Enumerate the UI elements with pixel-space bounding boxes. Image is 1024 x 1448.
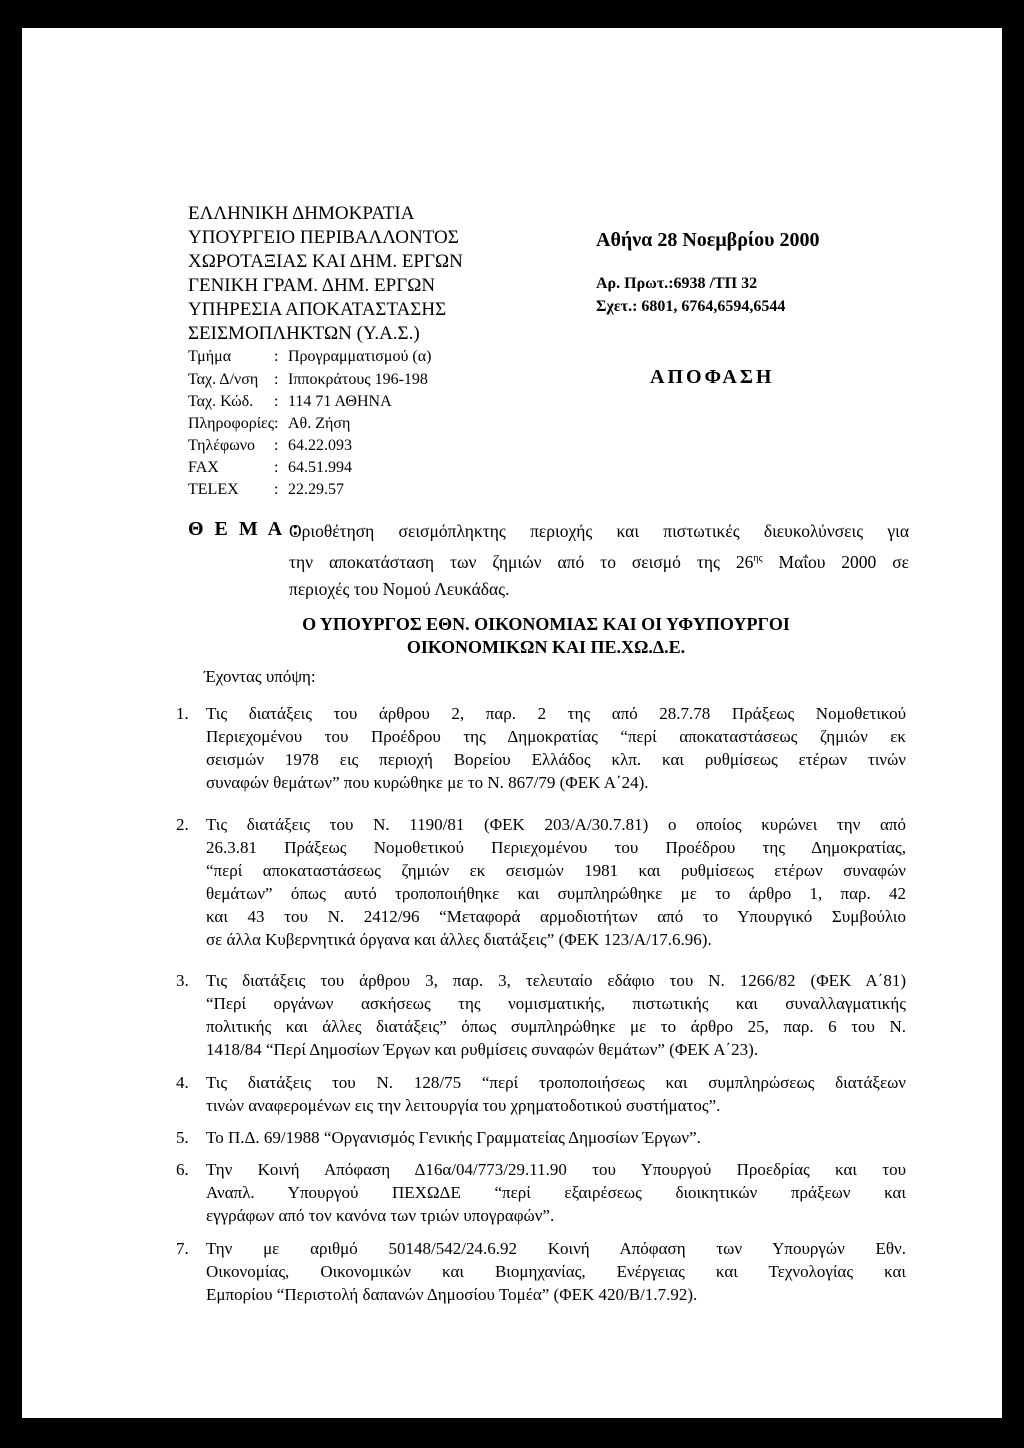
subject-label: Θ Ε Μ Α :: [188, 518, 302, 540]
subject-line-1: Οριοθέτηση σεισμόπληκτης περιοχής και πιστωτικές διευκολύνσεις για: [289, 521, 909, 541]
related-references: Σχετ.: 6801, 6764,6594,6544: [596, 298, 786, 315]
detail-value: Αθ. Ζήση: [288, 415, 351, 432]
detail-value: 22.29.57: [288, 481, 344, 498]
detail-value: Προγραμματισμού (α): [288, 348, 432, 365]
document-type-title: ΑΠΟΦΑΣΗ: [650, 366, 775, 388]
subject-line-2: την αποκατάσταση των ζημιών από το σεισμό της $26^{\eta\varsigma}$ Μαΐου 2000 σε: [289, 551, 909, 572]
org-line-6: ΣΕΙΣΜΟΠΛΗΚΤΩΝ (Υ.Α.Σ.): [188, 323, 420, 344]
org-line-5: ΥΠΗΡΕΣΙΑ ΑΠΟΚΑΤΑΣΤΑΣΗΣ: [188, 299, 447, 320]
detail-key: FAX: [188, 459, 219, 476]
org-line-3: ΧΩΡΟΤΑΞΙΑΣ ΚΑΙ ΔΗΜ. ΕΡΓΩΝ: [188, 251, 463, 272]
item-number: 5.: [176, 1128, 189, 1147]
protocol-number: Αρ. Πρωτ.:6938 /ΤΠ 32: [596, 275, 758, 292]
contact-details: [188, 347, 508, 497]
detail-row-address: Ταχ. Δ/νση : Ιπποκράτους 196-198: [188, 370, 508, 390]
item-number: 2.: [176, 815, 189, 834]
org-line-4: ΓΕΝΙΚΗ ΓΡΑΜ. ΔΗΜ. ΕΡΓΩΝ: [188, 275, 436, 296]
item-number: 4.: [176, 1073, 189, 1092]
item-number: 1.: [176, 704, 189, 723]
item-number: 3.: [176, 971, 189, 990]
detail-key: Πληροφορίες: [188, 415, 275, 432]
list-item: 2. Τις διατάξεις του Ν. 1190/81 (ΦΕΚ 203/Α/30.7.81) ο οποίος κυρώνει την από 26.3.81 Πράξεως Νομοθετικού Περιεχομένου του Προέδρου της Δημοκρατίας, “περί αποκαταστάσεως ζημιών εκ σεισμών 1981 και ρυθμίσεως ετέρων συναφών θεμάτων” όπως αυτό τροποποιήθηκε και συμπληρώθηκε με το άρθρο 1, παρ. 42 και 43 του Ν. 2412/96 “Μεταφορά αρμοδιοτήτων από το Υπουργικό Συμβούλιο σε άλλα Κυβερνητικά όργανα και άλλες διατάξεις” (ΦΕΚ 123/Α/17.6.96).: [176, 815, 906, 949]
item-number: 6.: [176, 1160, 189, 1179]
org-line-1: ΕΛΛΗΝΙΚΗ ΔΗΜΟΚΡΑΤΙΑ: [188, 203, 415, 224]
detail-value: Ιπποκράτους 196-198: [288, 371, 428, 388]
list-item: 3. Τις διατάξεις του άρθρου 3, παρ. 3, τελευταίο εδάφιο του Ν. 1266/82 (ΦΕΚ Α΄81) “Περί οργάνων ασκήσεως της νομισματικής, πιστωτικής και συναλλαγματικής πολιτικής και άλλες διατάξεις” όπως συμπληρώθηκε με το άρθρο 25, παρ. 6 του Ν. 1418/84 “Περί Δημοσίων Έργων και ρυθμίσεις συναφών θεμάτων” (ΦΕΚ Α΄23).: [176, 971, 906, 1059]
minister-heading: [256, 613, 836, 659]
having-regard-label: Έχοντας υπόψη:: [204, 667, 316, 686]
detail-value: 64.51.994: [288, 459, 352, 476]
detail-value: 64.22.093: [288, 437, 352, 454]
detail-row-info: Πληροφορίες : Αθ. Ζήση: [188, 414, 508, 434]
detail-row-department: Τμήμα : Προγραμματισμού (α): [188, 347, 508, 367]
org-line-2: ΥΠΟΥΡΓΕΙΟ ΠΕΡΙΒΑΛΛΟΝΤΟΣ: [188, 227, 459, 248]
detail-key: Τηλέφωνο: [188, 437, 256, 454]
item-number: 7.: [176, 1239, 189, 1258]
minister-line-2: ΟΙΚΟΝΟΜΙΚΩΝ ΚΑΙ ΠΕ.ΧΩ.Δ.Ε.: [406, 637, 686, 657]
detail-row-telex: TELEX : 22.29.57: [188, 480, 508, 500]
org-header: [188, 202, 463, 346]
detail-key: Ταχ. Δ/νση: [188, 371, 259, 388]
detail-key: Τμήμα: [188, 348, 232, 365]
detail-row-fax: FAX : 64.51.994: [188, 458, 508, 478]
detail-key: TELEX: [188, 481, 239, 498]
list-item: 5. Το Π.Δ. 69/1988 “Οργανισμός Γενικής Γραμματείας Δημοσίων Έργων”.: [176, 1128, 701, 1147]
list-item: 4. Τις διατάξεις του Ν. 128/75 “περί τροποποιήσεως και συμπληρώσεως διατάξεων τινών αναφερομένων εις την λειτουργία του χρηματοδοτικού συστήματος”.: [176, 1073, 906, 1115]
document-date: Αθήνα 28 Νοεμβρίου 2000: [596, 229, 820, 251]
list-item: 1. Τις διατάξεις του άρθρου 2, παρ. 2 της από 28.7.78 Πράξεως Νομοθετικού Περιεχομένου του Προέδρου της Δημοκρατίας “περί αποκαταστάσεως ζημιών εκ σεισμών 1978 εις περιοχή Βορείου Ελλάδος κλπ. και ρυθμίσεως ετέρων τινών συναφών θεμάτων” που κυρώθηκε με το Ν. 867/79 (ΦΕΚ Α΄24).: [176, 704, 906, 792]
list-item: 7. Την με αριθμό 50148/542/24.6.92 Κοινή Απόφαση των Υπουργών Εθν. Οικονομίας, Οικονομικών και Βιομηχανίας, Ενέργειας και Τεχνολογίας και Εμπορίου “Περιστολή δαπανών Δημοσίου Τομέα” (ΦΕΚ 420/Β/1.7.92).: [176, 1239, 906, 1304]
detail-row-phone: Τηλέφωνο : 64.22.093: [188, 436, 508, 456]
detail-key: Ταχ. Κώδ.: [188, 393, 254, 410]
subject-line-3: περιοχές του Νομού Λευκάδας.: [289, 578, 510, 599]
list-item: 6. Την Κοινή Απόφαση Δ16α/04/773/29.11.90 του Υπουργού Προεδρίας και του Αναπλ. Υπουργού ΠΕΧΩΔΕ “περί εξαιρέσεως διοικητικών πράξεων και εγγράφων από τον κανόνα των τριών υπογραφών”.: [176, 1160, 906, 1225]
subject-text: [289, 518, 909, 603]
detail-row-postcode: Ταχ. Κώδ. : 114 71 ΑΘΗΝΑ: [188, 392, 508, 412]
detail-value: 114 71 ΑΘΗΝΑ: [288, 393, 392, 410]
minister-line-1: Ο ΥΠΟΥΡΓΟΣ ΕΘΝ. ΟΙΚΟΝΟΜΙΑΣ ΚΑΙ ΟΙ ΥΦΥΠΟΥΡΓΟΙ: [302, 614, 790, 634]
